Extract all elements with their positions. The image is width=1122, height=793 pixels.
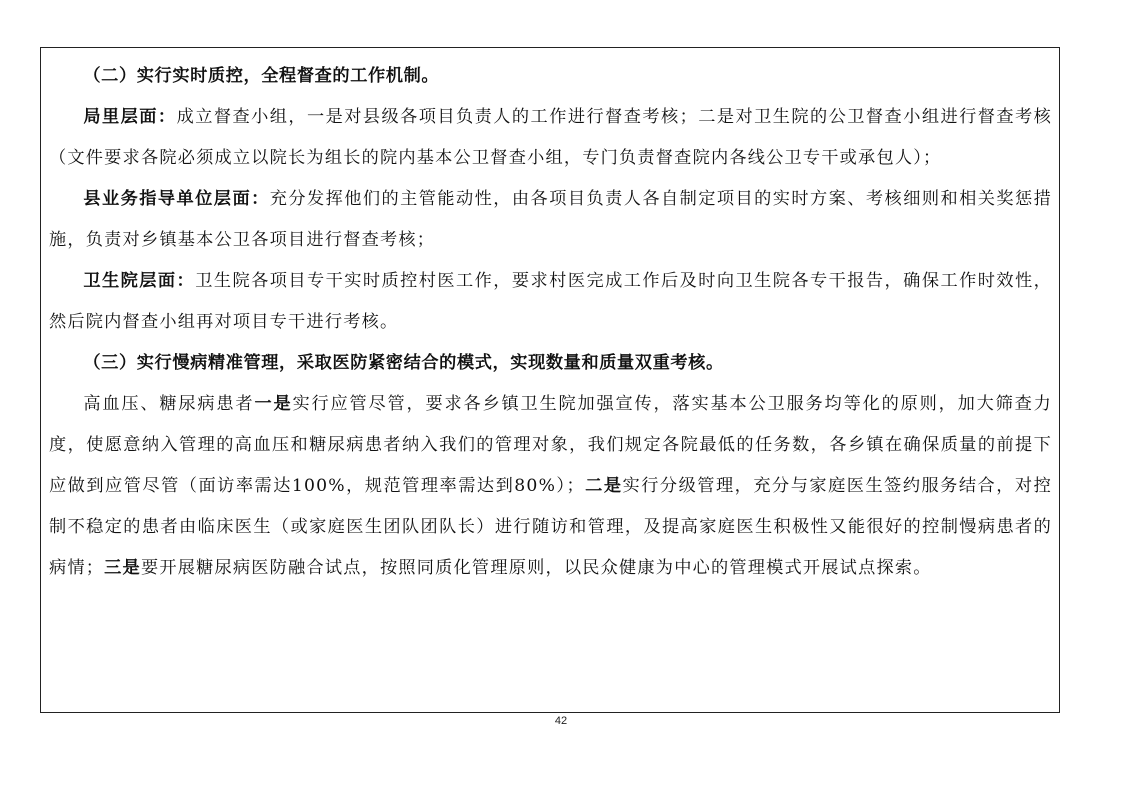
paragraph-county-guidance-level — [49, 179, 1052, 261]
point-one-marker: 一是 — [254, 394, 293, 414]
section-2-heading: （二）实行实时质控，全程督查的工作机制。 — [83, 66, 440, 86]
health-center-level-text: 卫生院各项目专干实时质控村医工作，要求村医完成工作后及时向卫生院各专干报告，确保工作时效性，然后院内督查小组再对项目专干进行考核。 — [49, 271, 1052, 332]
section-3-heading: （三）实行慢病精准管理，采取医防紧密结合的模式，实现数量和质量双重考核。 — [83, 353, 724, 373]
paragraph-chronic-disease-management — [49, 384, 1052, 589]
point-two-text: 实行分级管理，充分与家庭医生签约服务结合，对控制不稳定的患者由临床医生（或家庭医生团队团队长）进行随访和管理，及提高家庭医生积极性又能很好的控制慢病患者的病情； — [49, 476, 1052, 578]
document-body — [49, 56, 1052, 589]
point-three-marker: 三是 — [104, 558, 141, 578]
point-one-text: 实行应管尽管，要求各乡镇卫生院加强宣传，落实基本公卫服务均等化的原则，加大筛查力度，使愿意纳入管理的高血压和糖尿病患者纳入我们的管理对象，我们规定各院最低的任务数，各乡镇在确保质量的前提下应做到应管尽管（面访率需达100%，规范管理率需达到80%）； — [49, 394, 1052, 496]
paragraph-bureau-level — [49, 97, 1052, 179]
paragraph-health-center-level — [49, 261, 1052, 343]
point-three-text: 要开展糖尿病医防融合试点，按照同质化管理原则，以民众健康为中心的管理模式开展试点探索。 — [140, 558, 932, 578]
bureau-level-label: 局里层面： — [83, 107, 177, 127]
bureau-level-text: 成立督查小组，一是对县级各项目负责人的工作进行督查考核；二是对卫生院的公卫督查小组进行督查考核（文件要求各院必须成立以院长为组长的院内基本公卫督查小组，专门负责督查院内各线公卫专干或承包人）； — [49, 107, 1052, 168]
document-frame — [40, 47, 1060, 713]
health-center-level-label: 卫生院层面： — [83, 271, 196, 291]
point-two-marker: 二是 — [584, 476, 623, 496]
county-guidance-level-text: 充分发挥他们的主管能动性，由各项目负责人各自制定项目的实时方案、考核细则和相关奖惩措施，负责对乡镇基本公卫各项目进行督查考核； — [49, 189, 1052, 250]
page-number: 42 — [554, 715, 568, 727]
chronic-intro-text: 高血压、糖尿病患者 — [83, 394, 255, 414]
county-guidance-level-label: 县业务指导单位层面： — [83, 189, 270, 209]
